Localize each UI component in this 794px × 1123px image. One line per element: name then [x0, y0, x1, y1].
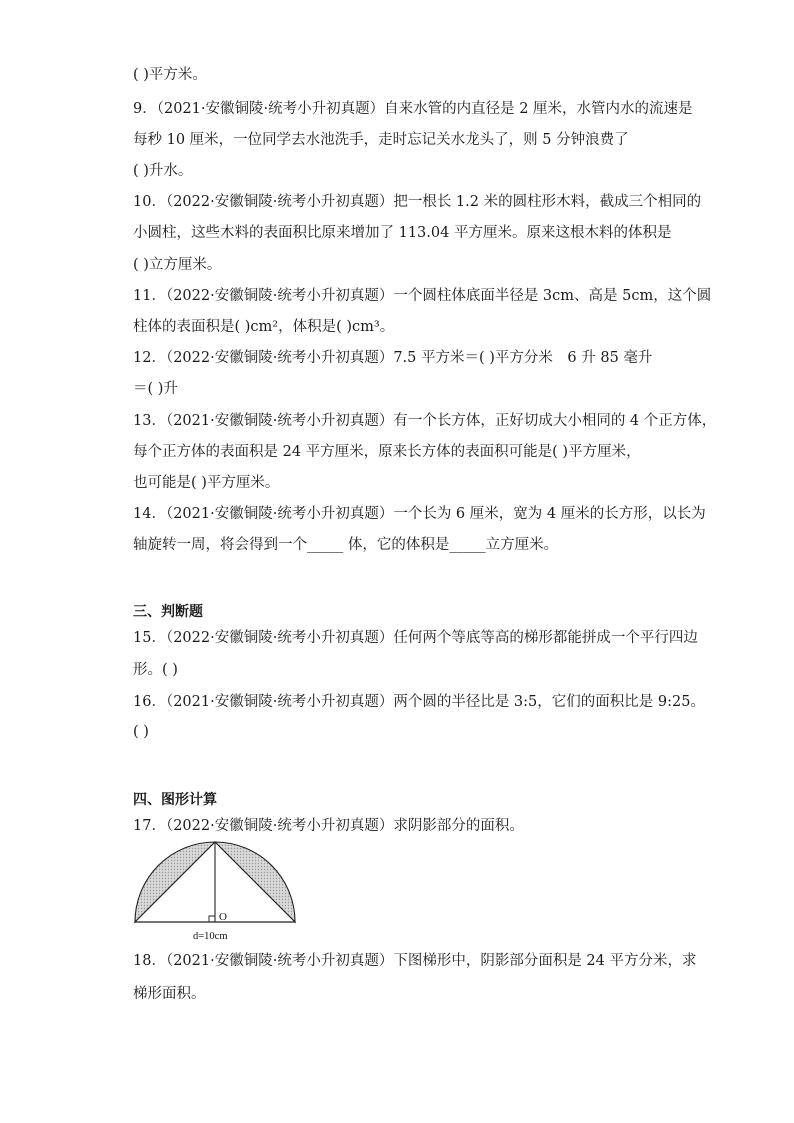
q15-line-1: 15．（2022·安徽铜陵·统考小升初真题）任何两个等底等高的梯形都能拼成一个平行四边	[133, 630, 698, 646]
q14-line-1: 14．（2021·安徽铜陵·统考小升初真题）一个长为 6 厘米，宽为 4 厘米的长方形，以长为	[133, 506, 706, 522]
q9-line-2: 每秒 10 厘米，一位同学去水池洗手，走时忘记关水龙头了，则 5 分钟浪费了	[133, 132, 629, 148]
q10-line-3: ( )立方厘米。	[133, 257, 222, 273]
q13-line-3: 也可能是( )平方厘米。	[133, 475, 280, 491]
section-heading-judgement: 三、判断题	[133, 604, 203, 620]
q18-line-1: 18．（2021·安徽铜陵·统考小升初真题）下图梯形中，阴影部分面积是 24 平方分米，求	[133, 953, 697, 969]
q12-line-1: 12．（2022·安徽铜陵·统考小升初真题）7.5 平方米＝( )平方分米 6 升 85 毫升	[133, 350, 653, 366]
q14-line-2: 轴旋转一周，将会得到一个_____ 体，它的体积是_____立方厘米。	[133, 537, 559, 553]
q16-line-2: ( )	[133, 724, 149, 740]
q9-line-3: ( )升水。	[133, 163, 193, 179]
q18-line-2: 梯形面积。	[133, 986, 206, 1002]
q12-line-2: ＝( )升	[133, 381, 178, 397]
q9-line-1: 9．（2021·安徽铜陵·统考小升初真题）自来水管的内直径是 2 厘米，水管内水的流速是	[133, 101, 693, 117]
q10-line-2: 小圆柱，这些木料的表面积比原来增加了 113.04 平方厘米。原来这根木料的体积是	[133, 225, 672, 241]
q11-line-1: 11．（2022·安徽铜陵·统考小升初真题）一个圆柱体底面半径是 3cm、高是 5cm，这个圆	[133, 288, 712, 304]
section-heading-figure-calc: 四、图形计算	[133, 792, 217, 808]
q15-line-2: 形。( )	[133, 662, 178, 678]
semicircle-shaded-figure	[131, 838, 301, 944]
q13-line-1: 13．（2021·安徽铜陵·统考小升初真题）有一个长方体，正好切成大小相同的 4 个正方体，	[133, 413, 717, 429]
q10-line-1: 10．（2022·安徽铜陵·统考小升初真题）把一根长 1.2 米的圆柱形木料，截成三个相同的	[133, 194, 702, 210]
q17-line: 17．（2022·安徽铜陵·统考小升初真题）求阴影部分的面积。	[133, 818, 524, 834]
q11-line-2: 柱体的表面积是( )cm²，体积是( )cm³。	[133, 319, 395, 335]
q16-line-1: 16．（2021·安徽铜陵·统考小升初真题）两个圆的半径比是 3:5，它们的面积比是 9:25。	[133, 694, 705, 710]
diameter-label: d=10cm	[193, 931, 228, 942]
q8-answer-line: ( )平方米。	[133, 67, 207, 83]
center-label: O	[219, 911, 227, 923]
q13-line-2: 每个正方体的表面积是 24 平方厘米，原来长方体的表面积可能是( )平方厘米，	[133, 444, 641, 460]
